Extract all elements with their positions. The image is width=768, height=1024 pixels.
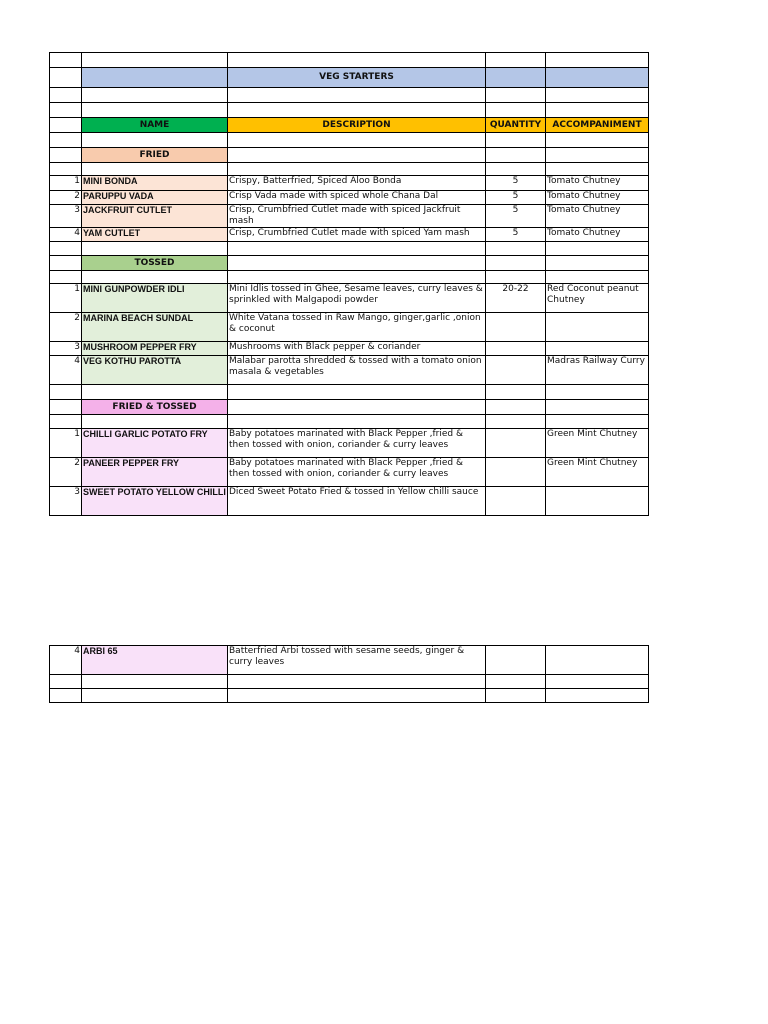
- item-name[interactable]: CHILLI GARLIC POTATO FRY: [82, 429, 228, 458]
- item-name[interactable]: YAM CUTLET: [82, 228, 228, 242]
- section-row-tossed: [50, 256, 649, 271]
- item-accompaniment[interactable]: Tomato Chutney: [546, 176, 649, 191]
- empty-row: [50, 385, 649, 400]
- section-row-fried: [50, 148, 649, 163]
- item-name[interactable]: MUSHROOM PEPPER FRY: [82, 342, 228, 356]
- header-quantity[interactable]: QUANTITY: [486, 118, 546, 133]
- item-accompaniment[interactable]: [546, 313, 649, 342]
- item-name[interactable]: VEG KOTHU PAROTTA: [82, 356, 228, 385]
- sheet-title[interactable]: VEG STARTERS: [228, 68, 486, 88]
- empty-row: [50, 689, 649, 703]
- item-quantity[interactable]: 5: [486, 176, 546, 191]
- item-number[interactable]: 3: [50, 342, 82, 356]
- item-description[interactable]: Baby potatoes marinated with Black Pepper ,fried & then tossed with onion, coriander & curry leaves: [228, 429, 486, 458]
- item-quantity[interactable]: [486, 429, 546, 458]
- menu-table-main: [49, 52, 649, 516]
- empty-row: [50, 133, 649, 148]
- item-accompaniment[interactable]: [546, 342, 649, 356]
- item-accompaniment[interactable]: [546, 487, 649, 516]
- item-quantity[interactable]: 5: [486, 228, 546, 242]
- empty-row: [50, 675, 649, 689]
- section-label-tossed[interactable]: TOSSED: [82, 256, 228, 271]
- item-description[interactable]: Malabar parotta shredded & tossed with a tomato onion masala & vegetables: [228, 356, 486, 385]
- item-description[interactable]: White Vatana tossed in Raw Mango, ginger,garlic ,onion & coconut: [228, 313, 486, 342]
- item-quantity[interactable]: 5: [486, 191, 546, 205]
- title-row: [50, 68, 649, 88]
- title-band-cell[interactable]: [82, 68, 228, 88]
- item-quantity[interactable]: [486, 342, 546, 356]
- item-number[interactable]: 2: [50, 191, 82, 205]
- item-description[interactable]: Batterfried Arbi tossed with sesame seeds, ginger & curry leaves: [228, 646, 486, 675]
- item-quantity[interactable]: [486, 646, 546, 675]
- item-number[interactable]: 1: [50, 284, 82, 313]
- empty-row: [50, 242, 649, 256]
- table-row: [50, 191, 649, 205]
- item-number[interactable]: 1: [50, 176, 82, 191]
- item-accompaniment[interactable]: Madras Railway Curry: [546, 356, 649, 385]
- item-accompaniment[interactable]: Tomato Chutney: [546, 191, 649, 205]
- table-row: [50, 458, 649, 487]
- empty-row: [50, 271, 649, 284]
- table-row: [50, 342, 649, 356]
- section-label-fried-tossed[interactable]: FRIED & TOSSED: [82, 400, 228, 415]
- item-name[interactable]: PARUPPU VADA: [82, 191, 228, 205]
- empty-row: [50, 415, 649, 429]
- item-description[interactable]: Baby potatoes marinated with Black Pepper ,fried & then tossed with onion, coriander & curry leaves: [228, 458, 486, 487]
- item-number[interactable]: 4: [50, 356, 82, 385]
- item-quantity[interactable]: [486, 356, 546, 385]
- table-row: [50, 356, 649, 385]
- table-row: [50, 646, 649, 675]
- table-row: [50, 429, 649, 458]
- item-name[interactable]: MINI BONDA: [82, 176, 228, 191]
- item-quantity[interactable]: 5: [486, 205, 546, 228]
- item-number[interactable]: 2: [50, 458, 82, 487]
- title-band-cell[interactable]: [486, 68, 546, 88]
- item-number[interactable]: 3: [50, 487, 82, 516]
- table-row: [50, 284, 649, 313]
- item-name[interactable]: MINI GUNPOWDER IDLI: [82, 284, 228, 313]
- empty-row: [50, 163, 649, 176]
- item-description[interactable]: Mini Idlis tossed in Ghee, Sesame leaves, curry leaves & sprinkled with Malgapodi powder: [228, 284, 486, 313]
- item-number[interactable]: 1: [50, 429, 82, 458]
- empty-row: [50, 88, 649, 103]
- header-accompaniment[interactable]: ACCOMPANIMENT: [546, 118, 649, 133]
- item-description[interactable]: Mushrooms with Black pepper & coriander: [228, 342, 486, 356]
- table-row: [50, 487, 649, 516]
- item-description[interactable]: Crisp Vada made with spiced whole Chana Dal: [228, 191, 486, 205]
- empty-row: [50, 53, 649, 68]
- item-accompaniment[interactable]: [546, 646, 649, 675]
- item-accompaniment[interactable]: Green Mint Chutney: [546, 458, 649, 487]
- item-accompaniment[interactable]: Green Mint Chutney: [546, 429, 649, 458]
- table-row: [50, 205, 649, 228]
- item-name[interactable]: ARBI 65: [82, 646, 228, 675]
- item-number[interactable]: 2: [50, 313, 82, 342]
- item-name[interactable]: MARINA BEACH SUNDAL: [82, 313, 228, 342]
- item-quantity[interactable]: [486, 458, 546, 487]
- item-number[interactable]: 4: [50, 228, 82, 242]
- title-band-cell[interactable]: [546, 68, 649, 88]
- item-description[interactable]: Crisp, Crumbfried Cutlet made with spiced Jackfruit mash: [228, 205, 486, 228]
- header-row: [50, 118, 649, 133]
- item-quantity[interactable]: [486, 487, 546, 516]
- item-name[interactable]: PANEER PEPPER FRY: [82, 458, 228, 487]
- empty-row: [50, 103, 649, 118]
- item-description[interactable]: Diced Sweet Potato Fried & tossed in Yellow chilli sauce: [228, 487, 486, 516]
- item-name[interactable]: JACKFRUIT CUTLET: [82, 205, 228, 228]
- menu-table-continued: [49, 645, 649, 703]
- item-quantity[interactable]: [486, 313, 546, 342]
- table-row: [50, 228, 649, 242]
- item-description[interactable]: Crisp, Crumbfried Cutlet made with spiced Yam mash: [228, 228, 486, 242]
- table-row: [50, 176, 649, 191]
- item-description[interactable]: Crispy, Batterfried, Spiced Aloo Bonda: [228, 176, 486, 191]
- header-description[interactable]: DESCRIPTION: [228, 118, 486, 133]
- item-name[interactable]: SWEET POTATO YELLOW CHILLI: [82, 487, 228, 516]
- header-name[interactable]: NAME: [82, 118, 228, 133]
- item-quantity[interactable]: 20-22: [486, 284, 546, 313]
- section-row-fried-tossed: [50, 400, 649, 415]
- item-accompaniment[interactable]: Tomato Chutney: [546, 205, 649, 228]
- section-label-fried[interactable]: FRIED: [82, 148, 228, 163]
- item-number[interactable]: 3: [50, 205, 82, 228]
- item-number[interactable]: 4: [50, 646, 82, 675]
- item-accompaniment[interactable]: Red Coconut peanut Chutney: [546, 284, 649, 313]
- item-accompaniment[interactable]: Tomato Chutney: [546, 228, 649, 242]
- table-row: [50, 313, 649, 342]
